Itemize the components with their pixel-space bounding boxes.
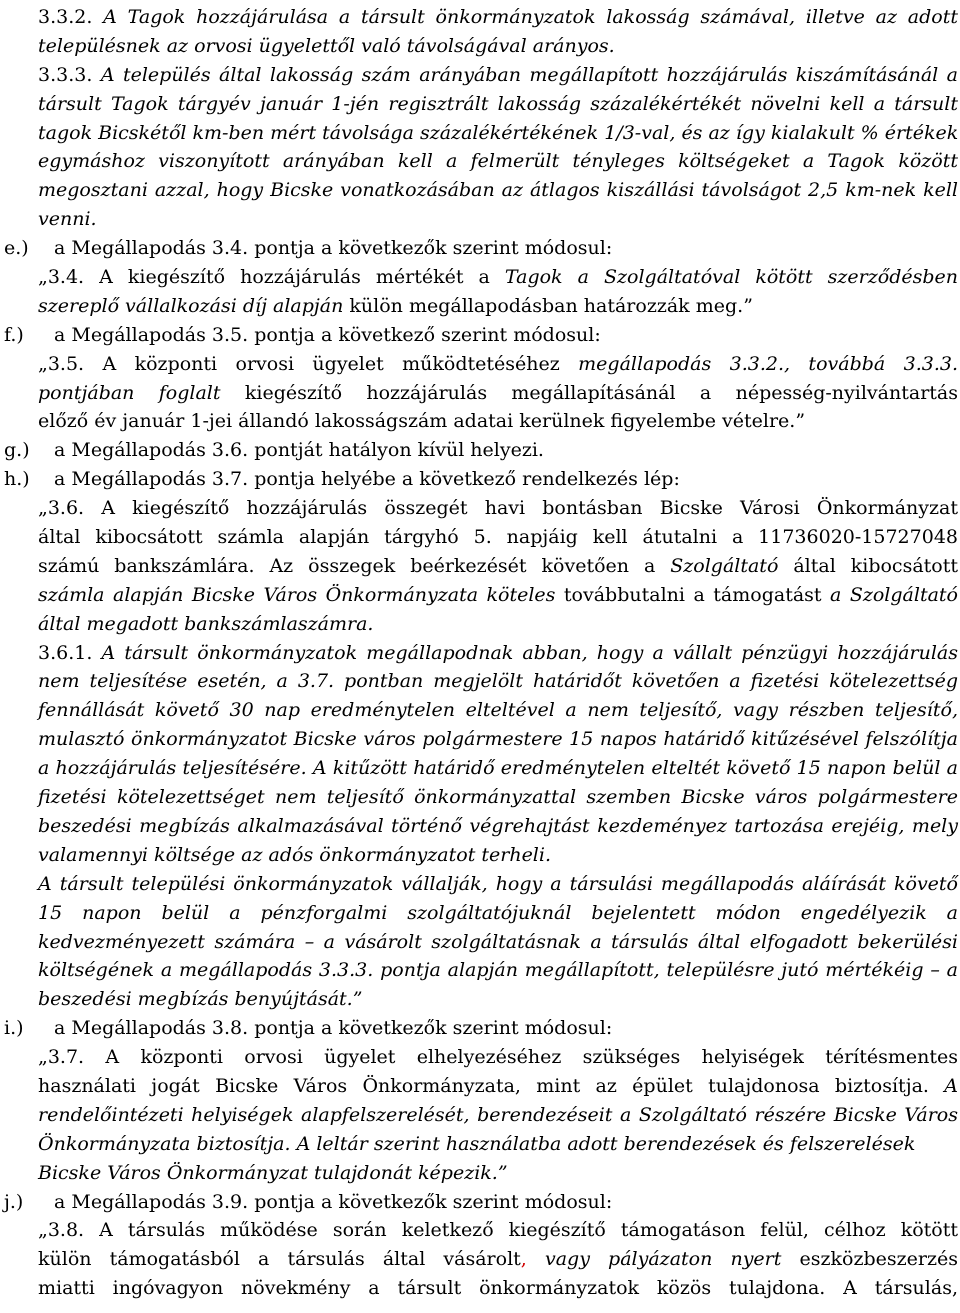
text-line: beszedési megbízás alkalmazásával történő végrehajtást kezdeményez tartozása erejéig, mely bbox=[38, 814, 958, 837]
list-marker: i.) bbox=[4, 1017, 24, 1040]
text-line bbox=[4, 1188, 958, 1217]
list-item-text: a Megállapodás 3.9. pontja a következők szerint módosul: bbox=[54, 1190, 613, 1213]
text-line: „3.4. A kiegészítő hozzájárulás mértékét a Tagok a Szolgáltatóval kötött szerződésben bbox=[38, 266, 958, 289]
text-line: használati jogát Bicske Város Önkormányzata, mint az épület tulajdonosa biztosítja. A bbox=[38, 1074, 958, 1097]
text-line: „3.7. A központi orvosi ügyelet elhelyezéséhez szükséges helyiségek térítésmentes bbox=[38, 1046, 958, 1069]
list-marker: f.) bbox=[4, 323, 24, 346]
text-line: fennállását követő 30 nap eredménytelen elteltével a nem teljesítő, vagy részben teljesítő, bbox=[38, 699, 958, 722]
list-marker: h.) bbox=[4, 468, 30, 491]
text-line: Bicske Város Önkormányzat tulajdonát képezik.” bbox=[38, 1161, 508, 1184]
text-line: „3.6. A kiegészítő hozzájárulás összegét havi bontásban Bicske Városi Önkormányzat bbox=[38, 497, 958, 520]
text-line: által kibocsátott számla alapján tárgyhó 5. napjáig kell átutalni a 11736020-15727048 bbox=[38, 526, 958, 549]
text-line: valamennyi költsége az adós önkormányzatot terheli. bbox=[38, 843, 551, 866]
text-line bbox=[4, 1014, 958, 1043]
text-line bbox=[4, 436, 958, 465]
list-marker: j.) bbox=[4, 1190, 24, 1213]
text-line: „3.8. A társulás működése során keletkező kiegészítő támogatáson felül, célhoz kötött bbox=[38, 1219, 958, 1242]
document-body bbox=[4, 3, 959, 1303]
text-line: venni. bbox=[38, 208, 97, 231]
text-line: nem teljesítése esetén, a 3.7. pontban megjelölt határidőt követően a fizetési kötelezettség bbox=[38, 670, 958, 693]
list-item-text: a Megállapodás 3.4. pontja a következők szerint módosul: bbox=[54, 237, 613, 260]
list-item-text: a Megállapodás 3.5. pontja a következő szerint módosul: bbox=[54, 323, 601, 346]
text-line: rendelőintézeti helyiségek alapfelszerelését, berendezéseit a Szolgáltató részére Bicske Város bbox=[38, 1103, 958, 1126]
text-line bbox=[4, 321, 958, 350]
text-line: pontjában foglalt kiegészítő hozzájárulás megállapításánál a népesség-nyilvántartás bbox=[38, 381, 958, 404]
text-line: előző év január 1-jei állandó lakosságszám adatai kerülnek figyelembe vételre.” bbox=[38, 410, 806, 433]
text-line: beszedési megbízás benyújtását.” bbox=[38, 988, 363, 1011]
text-line: miatti ingóvagyon növekmény a társult önkormányzatok közös tulajdona. A társulás, bbox=[38, 1277, 958, 1300]
text-line: által megadott bankszámlaszámra. bbox=[38, 612, 374, 635]
text-line: településnek az orvosi ügyelettől való távolságával arányos. bbox=[38, 34, 615, 57]
text-line: külön támogatásból a társulás által vásárolt, vagy pályázaton nyert eszközbeszerzés bbox=[38, 1248, 959, 1271]
text-line: költségének a megállapodás 3.3.3. pontja alapján megállapított, településre jutó mértékéig – a bbox=[38, 959, 958, 982]
text-line: kedvezményezett számára – a vásárolt szolgáltatásnak a társulás által elfogadott bekerülési bbox=[38, 930, 958, 953]
text-line: szereplő vállalkozási díj alapján külön megállapodásban határozzák meg.” bbox=[38, 294, 753, 317]
text-line: „3.5. A központi orvosi ügyelet működtetéséhez megállapodás 3.3.2., továbbá 3.3.3. bbox=[38, 352, 958, 375]
text-line: számú bankszámlára. Az összegek beérkezését követően a Szolgáltató által kibocsátott bbox=[38, 554, 958, 577]
text-line: 15 napon belül a pénzforgalmi szolgáltatójuknál bejelentett módon engedélyezik a bbox=[38, 901, 958, 924]
list-item-text: a Megállapodás 3.6. pontját hatályon kívül helyezi. bbox=[54, 439, 544, 462]
text-line: tagok Bicskétől km-ben mért távolsága százalékértékének 1/3-val, és az így kialakult % értékek bbox=[38, 121, 959, 144]
text-line: fizetési kötelezettséget nem teljesítő önkormányzattal szemben Bicske város polgármestere bbox=[38, 786, 958, 809]
text-line: 3.3.3. A település által lakosság szám arányában megállapított hozzájárulás kiszámításánál a bbox=[38, 63, 958, 86]
list-marker: g.) bbox=[4, 439, 30, 462]
text-line: társult Tagok tárgyév január 1-jén regisztrált lakosság százalékértékét növelni kell a társult bbox=[38, 92, 958, 115]
text-line: 3.6.1. A társult önkormányzatok megállapodnak abban, hogy a vállalt pénzügyi hozzájárulás bbox=[38, 641, 958, 664]
text-line: a hozzájárulás teljesítésére. A kitűzött határidő eredménytelen elteltét követő 15 napon belül a bbox=[38, 757, 958, 780]
text-line: Önkormányzata biztosítja. A leltár szerint használatba adott berendezések és felszerelések bbox=[38, 1132, 916, 1155]
text-line bbox=[4, 465, 958, 494]
text-line: mulasztó önkormányzatot Bicske város polgármestere 15 napos határidő kitűzésével felszólítja bbox=[38, 728, 958, 751]
text-line: A társult települési önkormányzatok vállalják, hogy a társulási megállapodás aláírását követő bbox=[38, 872, 958, 895]
text-line: egymáshoz viszonyított arányában kell a felmerült tényleges költségeket a Tagok között bbox=[38, 150, 958, 173]
text-line: megosztani azzal, hogy Bicske vonatkozásában az átlagos kiszállási távolságot 2,5 km-nek kell bbox=[38, 179, 958, 202]
text-line bbox=[4, 234, 958, 263]
list-item-text: a Megállapodás 3.7. pontja helyébe a következő rendelkezés lép: bbox=[54, 468, 680, 491]
list-marker: e.) bbox=[4, 237, 29, 260]
list-item-text: a Megállapodás 3.8. pontja a következők szerint módosul: bbox=[54, 1017, 613, 1040]
text-line: 3.3.2. A Tagok hozzájárulása a társult önkormányzatok lakosság számával, illetve az adott bbox=[38, 6, 958, 28]
text-line: számla alapján Bicske Város Önkormányzata köteles továbbutalni a támogatást a Szolgáltató bbox=[38, 583, 958, 606]
